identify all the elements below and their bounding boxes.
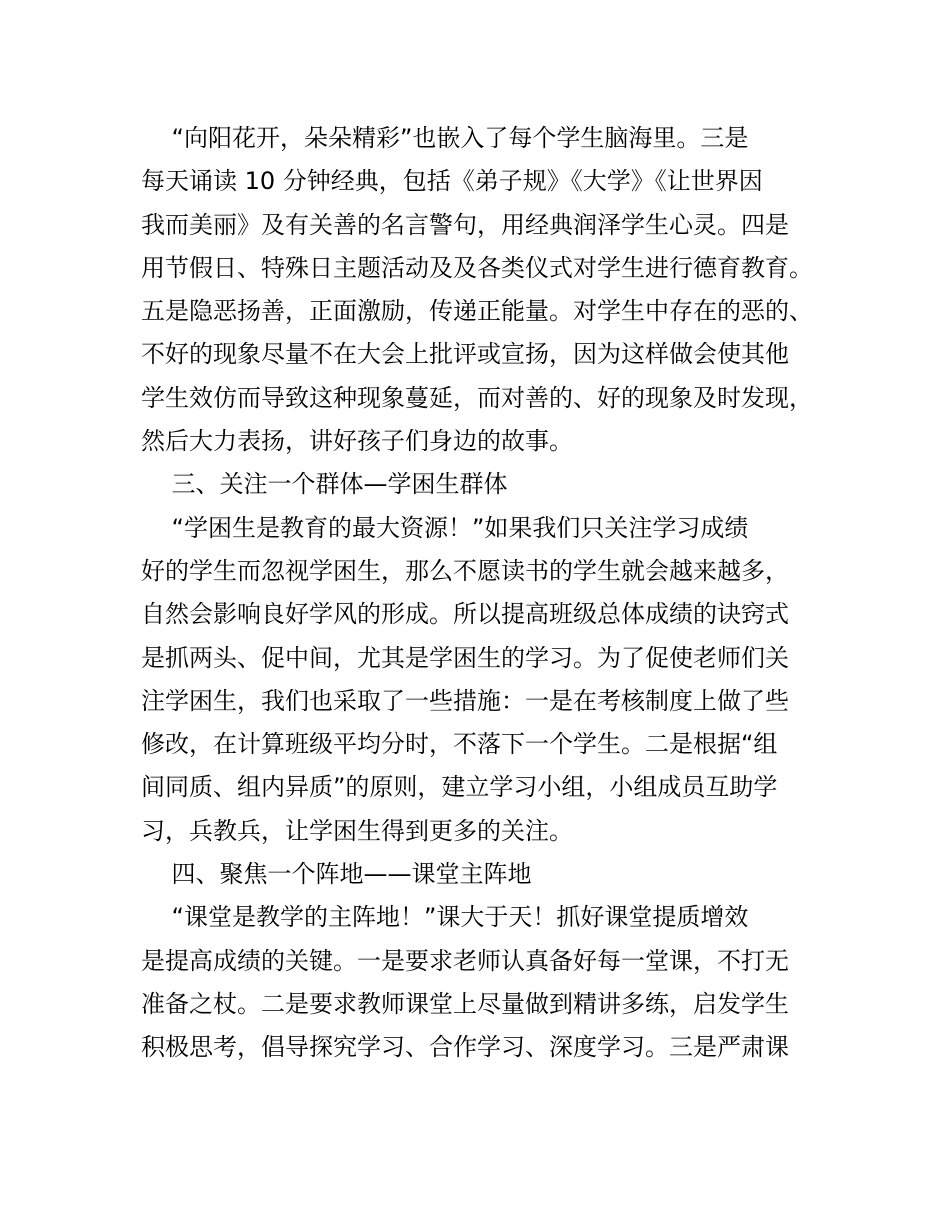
text-line: 间同质、组内异质”的原则，建立学习小组，小组成员互助学 [141,773,778,802]
text-line: 然后大力表扬，讲好孩子们身边的故事。 [141,427,573,456]
text-line: “学困生是教育的最大资源！”如果我们只关注学习成绩 [141,513,749,542]
text-line: 习，兵教兵，让学困生得到更多的关注。 [141,816,573,845]
text-line: 五是隐恶扬善，正面激励，传递正能量。对学生中存在的恶的、 [141,297,813,326]
text-line: 我而美丽》及有关善的名言警句，用经典润泽学生心灵。四是 [141,210,789,239]
text-line: 自然会影响良好学风的形成。所以提高班级总体成绩的诀窍式 [141,600,789,629]
text-line: 好的学生而忽视学困生，那么不愿读书的学生就会越来越多， [141,556,789,585]
text-line: 准备之杖。二是要求教师课堂上尽量做到精讲多练，启发学生 [141,989,789,1018]
section-heading: 四、聚焦一个阵地——课堂主阵地 [141,860,532,889]
text-line: “课堂是教学的主阵地！”课大于天！抓好课堂提质增效 [141,903,749,932]
body-text [141,117,841,1070]
text-line: 每天诵读 10 分钟经典，包括《弟子规》《大学》《让世界因 [141,167,763,196]
text-line: 是抓两头、促中间，尤其是学困生的学习。为了促使老师们关 [141,643,789,672]
text-line: 注学困生，我们也采取了一些措施：一是在考核制度上做了些 [141,686,789,715]
text-line: 是提高成绩的关键。一是要求老师认真备好每一堂课，不打无 [141,946,789,975]
text-line: 修改，在计算班级平均分时，不落下一个学生。二是根据“组 [141,730,778,759]
text-line: “向阳花开，朵朵精彩”也嵌入了每个学生脑海里。三是 [141,124,749,152]
section-heading: 三、关注一个群体—学困生群体 [141,470,508,499]
text-line: 用节假日、特殊日主题活动及及各类仪式对学生进行德育教育。 [141,253,813,282]
text-line: 学生效仿而导致这种现象蔓延，而对善的、好的现象及时发现， [141,383,813,412]
text-line: 不好的现象尽量不在大会上批评或宣扬，因为这样做会使其他 [141,340,789,369]
text-line: 积极思考，倡导探究学习、合作学习、深度学习。三是严肃课 [141,1033,789,1062]
